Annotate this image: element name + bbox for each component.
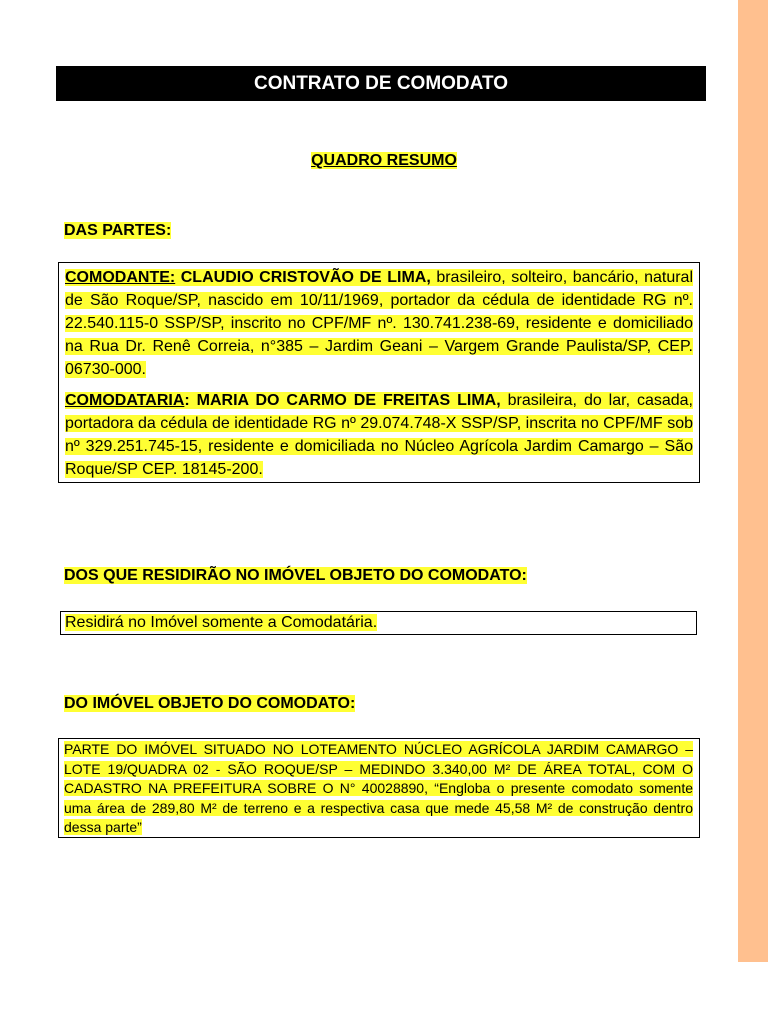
document-title — [56, 66, 706, 101]
document-title-text: CONTRATO DE COMODATO — [253, 72, 509, 94]
comodante-text: brasileiro, solteiro, bancário, natural de São Roque/SP, nascido em 10/11/1969, portador da cédula de identidade RG nº. 22.540.115-0 SSP/SP, inscrito no CPF/MF nº. 130.741.238-69, residente e domiciliado na Rua Dr. Renê Correia, n°385 – Jardim Geani – Vargem Grande Paulista/SP, CEP. 06730-000. — [65, 269, 694, 378]
subtitle — [0, 152, 768, 170]
heading-partes — [64, 222, 171, 240]
comodante-role: COMODANTE: — [65, 269, 176, 286]
side-strip — [738, 0, 768, 962]
heading-imovel — [64, 695, 355, 713]
comodataria-role: COMODATARIA — [65, 392, 185, 409]
heading-partes-text: DAS PARTES: — [64, 222, 172, 239]
partes-box — [58, 262, 700, 483]
comodataria-text: brasileira, do lar, casada, portadora da cédula de identidade RG nº 29.074.748-X SSP/SP, inscrita no CPF/MF sob nº 329.251.745-15, residente e domiciliada no Núcleo Agrícola Jardim Camargo – São Roque/SP CEP. 18145-200. — [65, 392, 694, 478]
subtitle-text: QUADRO RESUMO — [311, 152, 457, 169]
comodataria-name: MARIA DO CARMO DE FREITAS LIMA, — [196, 392, 501, 409]
comodante-name: CLAUDIO CRISTOVÃO DE LIMA, — [180, 269, 431, 286]
heading-residentes-text: DOS QUE RESIDIRÃO NO IMÓVEL OBJETO DO COMODATO: — [64, 567, 527, 584]
heading-imovel-text: DO IMÓVEL OBJETO DO COMODATO: — [64, 695, 356, 712]
comodataria-colon: : — [184, 392, 190, 409]
comodante-paragraph — [65, 266, 693, 381]
residentes-box — [60, 611, 697, 635]
imovel-text: PARTE DO IMÓVEL SITUADO NO LOTEAMENTO NÚCLEO AGRÍCOLA JARDIM CAMARGO – LOTE 19/QUADRA 02 - SÃO ROQUE/SP – MEDINDO 3.340,00 M² DE ÁREA TOTAL, COM O CADASTRO NA PREFEITURA SOBRE O N° 40028890, “Engloba o presente comodato somente uma área de 289,80 M² de terreno e a respectiva casa que mede 45,58 M² de construção dentro dessa parte” — [64, 741, 693, 835]
residentes-text: Residirá no Imóvel somente a Comodatária. — [65, 614, 378, 631]
imovel-box — [58, 738, 700, 838]
heading-residentes — [64, 567, 527, 585]
comodataria-paragraph — [65, 389, 693, 481]
